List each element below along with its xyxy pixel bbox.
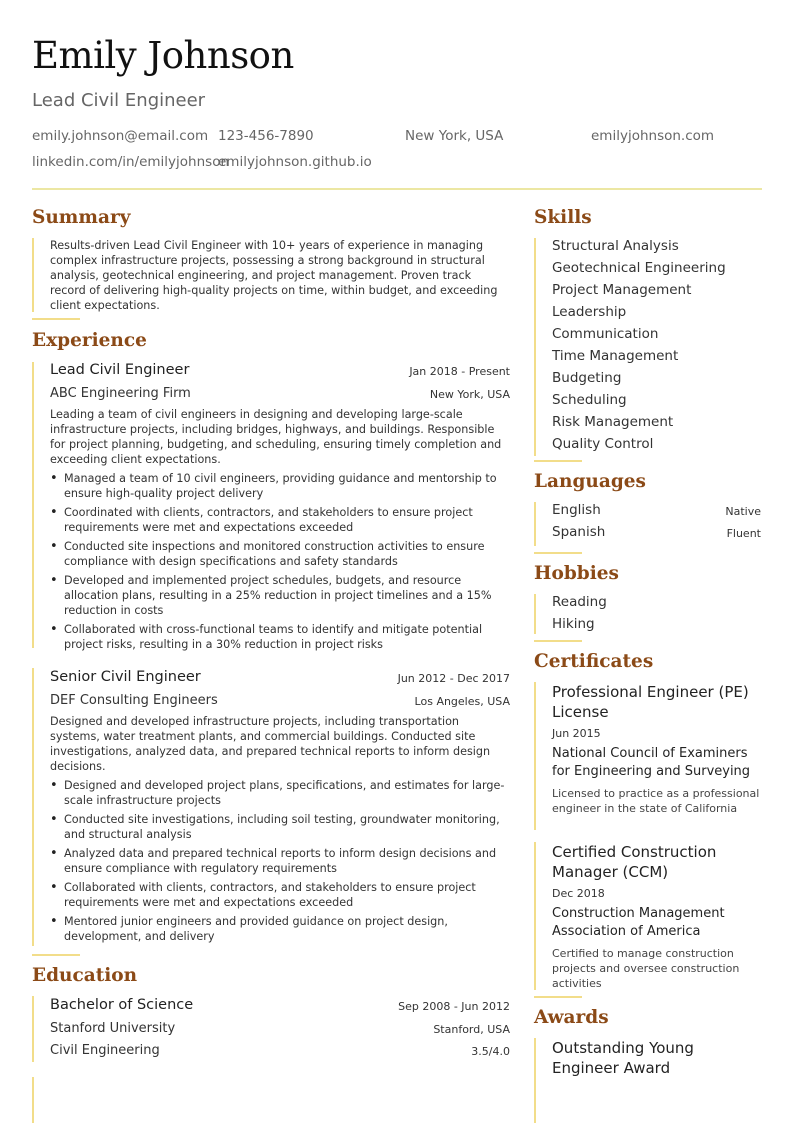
skill-item: Structural Analysis (552, 238, 679, 254)
education-location: Stanford, USA (433, 1023, 510, 1036)
job-location: Los Angeles, USA (414, 695, 510, 708)
job-dates: Jan 2018 - Present (409, 365, 510, 378)
education-school: Stanford University (50, 1021, 176, 1036)
education-gpa: 3.5/4.0 (471, 1045, 510, 1058)
skill-item: Time Management (552, 348, 679, 364)
job-bullet: • Mentored junior engineers and provided guidance on project design, development, and delivery (50, 914, 508, 944)
experience-underline (32, 954, 80, 956)
certificates-accent-bar (534, 682, 536, 830)
job-bullet: • Collaborated with cross-functional teams to identify and mitigate potential project risks, resulting in a 30% reduction in project risks (50, 622, 508, 652)
certificate-issuer: National Council of Examiners for Engineering and Surveying (552, 746, 751, 779)
contact-website[interactable]: emilyjohnson.com (591, 128, 715, 144)
education-accent-bar (32, 1077, 34, 1123)
contact-linkedin[interactable]: linkedin.com/in/emilyjohnson (32, 154, 230, 170)
languages-heading: Languages (534, 471, 646, 492)
certificate-name: Certified Construction Manager (CCM) (552, 843, 717, 881)
skill-item: Geotechnical Engineering (552, 260, 726, 276)
job-role: Lead Civil Engineer (50, 362, 190, 378)
job-bullet: • Collaborated with clients, contractors, and stakeholders to ensure project requirements were met and expectations exceeded (50, 880, 508, 910)
experience-accent-bar (32, 362, 34, 648)
skill-item: Project Management (552, 282, 692, 298)
education-degree: Bachelor of Science (50, 997, 194, 1013)
skill-item: Risk Management (552, 414, 674, 430)
resume-job-title: Lead Civil Engineer (32, 90, 206, 111)
summary-heading: Summary (32, 207, 131, 228)
contact-location: New York, USA (405, 128, 504, 144)
contact-github[interactable]: emilyjohnson.github.io (218, 154, 372, 170)
languages-underline (534, 552, 582, 554)
certificate-description: Licensed to practice as a professional engineer in the state of California (552, 787, 760, 815)
language-level: Fluent (726, 527, 761, 540)
award-name: Outstanding Young Engineer Award (552, 1039, 694, 1077)
education-accent-bar (32, 996, 34, 1062)
language-name: English (552, 502, 601, 518)
skills-accent-bar (534, 238, 536, 456)
certificate-name: Professional Engineer (PE) License (552, 683, 749, 721)
hobbies-heading: Hobbies (534, 563, 619, 584)
skill-item: Quality Control (552, 436, 654, 452)
job-company: DEF Consulting Engineers (50, 693, 218, 708)
job-description: Designed and developed infrastructure projects, including transportation systems, water treatment plants, and commercial buildings. Conducted site investigations, analyzed data, and prepared technical reports to inform design decisions. (50, 715, 491, 773)
hobby-item: Hiking (552, 616, 595, 632)
skills-underline (534, 460, 582, 462)
awards-heading: Awards (534, 1007, 609, 1028)
job-bullet: • Coordinated with clients, contractors, and stakeholders to ensure project requirements were met and expectations exceeded (50, 505, 508, 535)
hobbies-underline (534, 640, 582, 642)
languages-accent-bar (534, 502, 536, 546)
summary-text: Results-driven Lead Civil Engineer with 10+ years of experience in managing complex infrastructure projects, possessing a strong background in structural analysis, geotechnical engineering, and project management. Proven track record of delivering high-quality projects on time, within budget, and exceeding client expectations. (50, 239, 498, 312)
job-bullet: • Conducted site investigations, including soil testing, groundwater monitoring, and structural analysis (50, 812, 508, 842)
education-field: Civil Engineering (50, 1043, 160, 1058)
skill-item: Scheduling (552, 392, 627, 408)
certificate-date: Jun 2015 (552, 727, 601, 740)
job-bullet: • Developed and implemented project schedules, budgets, and resource allocation plans, resulting in a 25% reduction in project timelines and a 15% reduction in costs (50, 573, 508, 618)
skill-item: Budgeting (552, 370, 622, 386)
certificate-issuer: Construction Management Association of America (552, 906, 725, 939)
job-dates: Jun 2012 - Dec 2017 (397, 672, 510, 685)
certificates-underline (534, 996, 582, 998)
skill-item: Communication (552, 326, 659, 342)
awards-accent-bar (534, 1038, 536, 1123)
job-bullet: • Conducted site inspections and monitored construction activities to ensure compliance with design specifications and safety standards (50, 539, 508, 569)
education-heading: Education (32, 965, 138, 986)
job-bullet: • Designed and developed project plans, specifications, and estimates for large-scale infrastructure projects (50, 778, 508, 808)
skills-heading: Skills (534, 207, 592, 228)
job-bullet: • Analyzed data and prepared technical reports to inform design decisions and ensure compliance with regulatory requirements (50, 846, 508, 876)
contact-phone[interactable]: 123-456-7890 (218, 128, 314, 144)
language-name: Spanish (552, 524, 606, 540)
experience-heading: Experience (32, 330, 147, 351)
summary-underline (32, 318, 80, 320)
job-location: New York, USA (429, 388, 510, 401)
job-bullet: • Managed a team of 10 civil engineers, providing guidance and mentorship to ensure high-quality project delivery (50, 471, 508, 501)
contact-email[interactable]: emily.johnson@email.com (32, 128, 209, 144)
language-level: Native (725, 505, 761, 518)
hobby-item: Reading (552, 594, 607, 610)
education-dates: Sep 2008 - Jun 2012 (398, 1000, 510, 1013)
certificates-heading: Certificates (534, 651, 654, 672)
certificates-accent-bar (534, 842, 536, 990)
job-company: ABC Engineering Firm (50, 386, 191, 401)
job-description: Leading a team of civil engineers in designing and developing large-scale infrastructure projects, including bridges, highways, and buildings. Responsible for project planning, budgeting, and scheduling, ensuring timely completion and exceeding client expectations. (50, 408, 502, 466)
resume-name: Emily Johnson (32, 34, 294, 77)
experience-accent-bar (32, 668, 34, 946)
summary-accent-bar (32, 238, 34, 312)
certificate-description: Certified to manage construction projects and oversee construction activities (552, 947, 740, 990)
skill-item: Leadership (552, 304, 627, 320)
job-role: Senior Civil Engineer (50, 669, 201, 685)
certificate-date: Dec 2018 (552, 887, 605, 900)
header-divider (32, 188, 762, 190)
hobbies-accent-bar (534, 594, 536, 634)
